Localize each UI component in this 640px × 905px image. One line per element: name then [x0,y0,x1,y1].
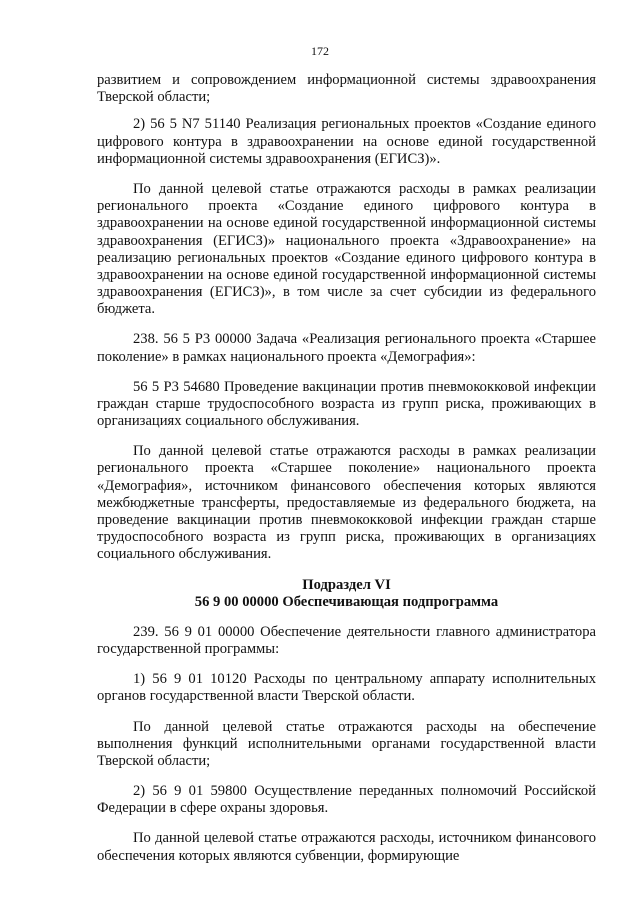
paragraph-central-apparatus-description: По данной целевой статье отражаются расходы на обеспечение выполнения функций исполнительными органами государственной власти Тверской области; [97,718,596,769]
paragraph-vaccination-description: По данной целевой статье отражаются расходы в рамках реализации регионального проекта «Старшее поколение» национального проекта «Демография», источником финансового обеспечения которых являются межбюджетные трансферты, предоставляемые из федерального бюджета, на проведение вакцинации против пневмококковой инфекции граждан старше трудоспособного возраста из групп риска, проживающих в организациях социального обслуживания. [97,443,596,563]
paragraph-delegated-powers: 2) 56 9 01 59800 Осуществление переданных полномочий Российской Федерации в сфере охраны здоровья. [97,783,596,817]
document-body [97,72,596,878]
subsection-subtitle: 56 9 00 00000 Обеспечивающая подпрограмма [194,593,499,610]
paragraph-delegated-powers-description: По данной целевой статье отражаются расходы, источником финансового обеспечения которых являются субвенции, формирующие [97,830,596,864]
page-number: 172 [311,44,329,58]
paragraph-item-2-egisz: 2) 56 5 N7 51140 Реализация региональных проектов «Создание единого цифрового контура в здравоохранении на основе единой государственной информационной системы здравоохранения (ЕГИСЗ)». [97,116,596,167]
paragraph-central-apparatus: 1) 56 9 01 10120 Расходы по центральному аппарату исполнительных органов государственной власти Тверской области. [97,671,596,705]
paragraph-item-238: 238. 56 5 Р3 00000 Задача «Реализация регионального проекта «Старшее поколение» в рамках национального проекта «Демография»: [97,331,596,365]
subsection-title: Подраздел VI [302,576,391,593]
paragraph-egisz-description: По данной целевой статье отражаются расходы в рамках реализации регионального проекта «Создание единого цифрового контура в здравоохранении на основе единой государственной информационной системы здравоохранения (ЕГИСЗ)» национального проекта «Здравоохранение» на реализацию региональных проектов «Создание единого цифрового контура в здравоохранении на основе единой государственной информационной системы здравоохранения (ЕГИСЗ)», в том числе за счет субсидии из федерального бюджета. [97,180,596,318]
paragraph-item-239: 239. 56 9 01 00000 Обеспечение деятельности главного администратора государственной программы: [97,623,596,658]
subsection-heading [97,577,596,611]
paragraph-continuation: развитием и сопровождением информационной системы здравоохранения Тверской области; [97,72,596,106]
paragraph-vaccination: 56 5 Р3 54680 Проведение вакцинации против пневмококковой инфекции граждан старше трудоспособного возраста из групп риска, проживающих в организациях социального обслуживания. [97,378,596,430]
